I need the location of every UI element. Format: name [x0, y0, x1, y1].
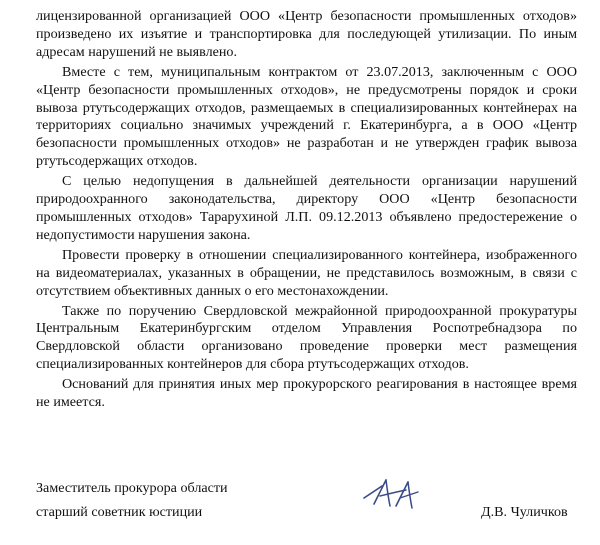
paragraph-conclusion: Оснований для принятия иных мер прокурорского реагирования в настоящее время не имеется.: [36, 376, 577, 411]
paragraph-warning: С целью недопущения в дальнейшей деятельности организации нарушений природоохранного законодательства, директору ООО «Центр безопасности промышленных отходов» Тарарухиной Л.П. 09.12.2013 объявлено предостережение о недопустимости нарушения закона.: [36, 173, 577, 243]
signatory-title: Заместитель прокурора области: [36, 480, 228, 496]
paragraph-disposal: лицензированной организацией ООО «Центр безопасности промышленных отходов» произведено их изъятие и транспортировка для последующей утилизации. По иным адресам нарушений не выявлено.: [36, 8, 577, 60]
signatory-rank: старший советник юстиции: [36, 504, 203, 520]
signatory-name: Д.В. Чуличков: [481, 504, 568, 520]
paragraph-container-check: Провести проверку в отношении специализированного контейнера, изображенного на видеоматериалах, указанных в обращении, не представилось возможным, в связи с отсутствием объективных данных о его местонахождении.: [36, 246, 577, 299]
document-body: [36, 8, 577, 412]
handwritten-signature: [360, 476, 422, 514]
paragraph-contract-violations: Вместе с тем, муниципальным контрактом от 23.07.2013, заключенным с ООО «Центр безопасности промышленных отходов», не предусмотрены порядок и сроки вывоза ртутьсодержащих отходов, размещаемых в специализированных контейнерах на территориях социально значимых учреждений г. Екатеринбурга, а в ООО «Центр безопасности промышленных отходов» не разработан и не утвержден график вывоза ртутьсодержащих отходов.: [36, 63, 577, 170]
paragraph-rospotrebnadzor-check: Также по поручению Свердловской межрайонной природоохранной прокуратуры Центральным Екатеринбургским отделом Управления Роспотребнадзора по Свердловской области организовано проведение проверки мест размещения специализированных контейнеров для сбора ртутьсодержащих отходов.: [36, 302, 577, 373]
